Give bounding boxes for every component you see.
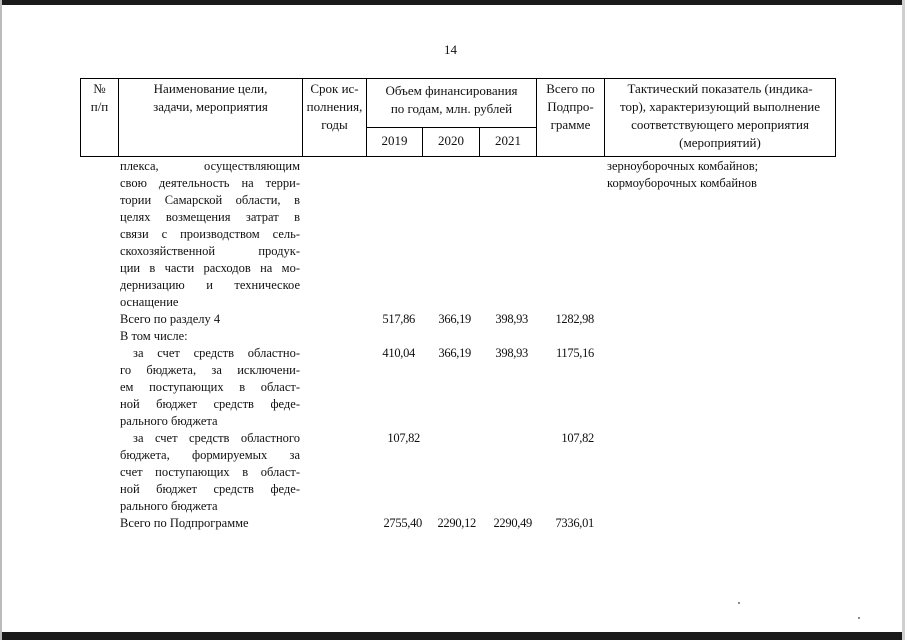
indicator-line: кормоуборочных комбайнов [607,176,757,190]
value-2020: 2290,12 [437,516,476,530]
value-2020: 366,19 [438,346,471,360]
value-2021: 398,93 [495,312,528,326]
value-total: 1175,16 [555,346,594,360]
value-2019: 2755,40 [383,516,422,530]
row-text-line: оснащение [120,295,179,309]
scan-speck [738,602,740,604]
row-text-line: ем поступающих в област- [120,380,300,394]
header-funding: Объем финансирования по годам, млн. рублей [385,83,518,116]
row-text-line: ции в части расходов на мо- [120,261,300,275]
row-text-line: за счет средств областного [133,431,300,445]
row-text-line: дернизацию и техническое [120,278,300,292]
row-text-line: целях возмещения затрат в [120,210,300,224]
row-text-line: тории Самарской области, в [120,193,300,207]
left-edge [0,0,2,640]
value-2021: 398,93 [495,346,528,360]
row-text-line: свою деятельность на терри- [120,176,300,190]
row-text-line: В том числе: [120,329,188,343]
header-name: Наименование цели, задачи, мероприятия [153,81,268,114]
row-text-line: го бюджета, за исключени- [120,363,300,377]
row-text-line: ной бюджет средств феде- [120,397,300,411]
row-text-line: Всего по Подпрограмме [120,516,249,530]
row-text-line: Всего по разделу 4 [120,312,221,326]
value-2020: 366,19 [438,312,471,326]
row-text-line: рального бюджета [120,499,218,513]
row-text-line: за счет средств областно- [133,346,300,360]
row-text-line: счет поступающих в област- [120,465,300,479]
row-text-line: связи с производством сель- [120,227,300,241]
bottom-border [0,632,905,640]
header-indicator: Тактический показатель (индика- тор), характеризующий выполнение соответствующего мероприятия (мероприятий) [619,81,821,150]
header-year-2021: 2021 [495,133,521,148]
value-total: 107,82 [561,431,594,445]
header-year-2019: 2019 [381,133,408,148]
value-total: 1282,98 [555,312,594,326]
row-text-line: скохозяйственной продук- [120,244,300,258]
value-2019: 517,86 [382,312,415,326]
header-year-2020: 2020 [438,133,464,148]
indicator-line: зерноуборочных комбайнов; [607,159,759,173]
top-border [0,0,905,5]
row-text-line: бюджета, формируемых за [120,448,300,462]
scan-speck [858,617,860,619]
header-total: Всего по Подпро- грамме [546,81,595,132]
value-2021: 2290,49 [493,516,532,530]
value-2019: 410,04 [382,346,415,360]
header-number: № п/п [90,81,109,114]
page-number: 14 [444,42,457,57]
row-text-line: рального бюджета [120,414,218,428]
header-term: Срок ис- полнения, годы [306,81,363,132]
value-2019: 107,82 [387,431,420,445]
value-total: 7336,01 [555,516,594,530]
row-text-line: плекса, осуществляющим [120,159,300,173]
row-text-line: ной бюджет средств феде- [120,482,300,496]
